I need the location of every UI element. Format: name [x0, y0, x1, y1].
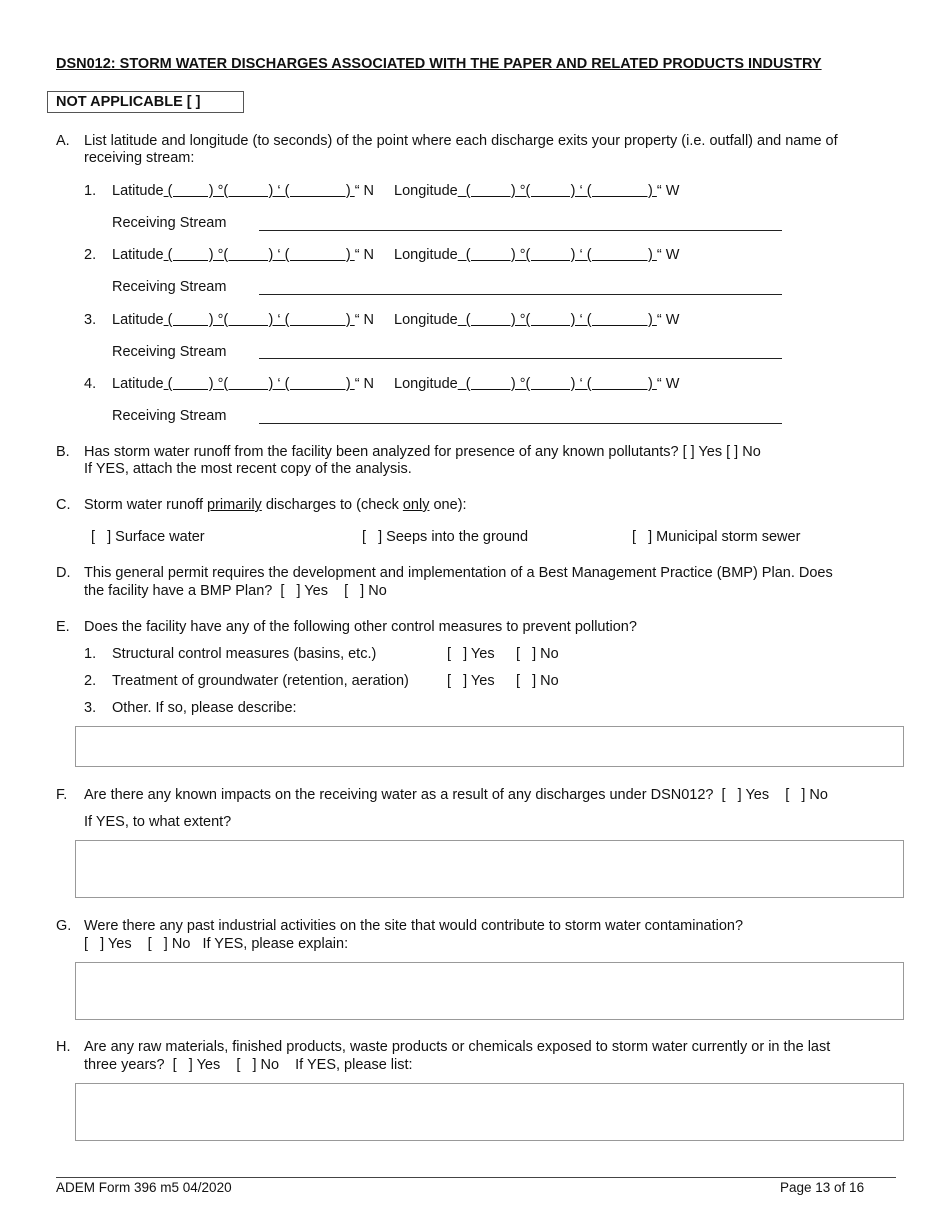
- groundwater-treatment-label: Treatment of groundwater (retention, aeration): [112, 673, 409, 689]
- longitude-field[interactable]: ( ) °( ) ‘ ( ): [457, 247, 657, 263]
- longitude-field[interactable]: ( ) °( ) ‘ ( ): [457, 376, 657, 392]
- west-label: “ W: [656, 183, 680, 199]
- section-b-line1: Has storm water runoff from the facility been analyzed for presence of any known pollutants? [ ] Yes [ ] No: [84, 444, 761, 460]
- receiving-stream-label: Receiving Stream: [112, 279, 227, 295]
- longitude-field[interactable]: ( ) °( ) ‘ ( ): [457, 312, 657, 328]
- latitude-label: Latitude: [112, 376, 164, 392]
- longitude-label: Longitude: [394, 376, 458, 392]
- outfall-number: 2.: [84, 247, 97, 263]
- section-g-line2: [ ] Yes [ ] No If YES, please explain:: [84, 936, 349, 952]
- other-control-label: Other. If so, please describe:: [112, 700, 297, 716]
- surface-water-checkbox[interactable]: [ ] Surface water: [91, 529, 205, 545]
- outfall-4-coords: [112, 376, 679, 392]
- outfall-number: 3.: [84, 312, 97, 328]
- footer-divider: [56, 1177, 896, 1178]
- section-g-letter: G.: [56, 918, 72, 934]
- section-b-line2: If YES, attach the most recent copy of the analysis.: [84, 461, 412, 477]
- structural-yes-checkbox[interactable]: [ ] Yes: [447, 646, 495, 662]
- impact-extent-box[interactable]: [75, 840, 904, 898]
- receiving-stream-label: Receiving Stream: [112, 215, 227, 231]
- west-label: “ W: [656, 247, 680, 263]
- receiving-stream-2-field[interactable]: [259, 294, 782, 295]
- section-d-line2: the facility have a BMP Plan? [ ] Yes [ ] No: [84, 583, 387, 599]
- latitude-label: Latitude: [112, 312, 164, 328]
- receiving-stream-label: Receiving Stream: [112, 344, 227, 360]
- groundwater-yes-checkbox[interactable]: [ ] Yes: [447, 673, 495, 689]
- latitude-field[interactable]: ( ) °( ) ‘ ( ): [163, 312, 355, 328]
- receiving-stream-label: Receiving Stream: [112, 408, 227, 424]
- section-h-letter: H.: [56, 1039, 71, 1055]
- section-e-letter: E.: [56, 619, 70, 635]
- longitude-label: Longitude: [394, 247, 458, 263]
- section-a-text: List latitude and longitude (to seconds) of the point where each discharge exits your property (i.e. outfall) and name of receiving stream:: [84, 133, 838, 166]
- section-g-line1: Were there any past industrial activities on the site that would contribute to storm water contamination?: [84, 918, 744, 934]
- latitude-field[interactable]: ( ) °( ) ‘ ( ): [163, 183, 355, 199]
- receiving-stream-1-field[interactable]: [259, 230, 782, 231]
- section-a-letter: A.: [56, 133, 70, 149]
- section-b-letter: B.: [56, 444, 70, 460]
- control-item-number: 1.: [84, 646, 97, 662]
- longitude-label: Longitude: [394, 312, 458, 328]
- page-number: Page 13 of 16: [780, 1180, 865, 1195]
- north-label: “ N: [354, 183, 375, 199]
- outfall-1-coords: [112, 183, 679, 199]
- receiving-stream-4-field[interactable]: [259, 423, 782, 424]
- north-label: “ N: [354, 376, 375, 392]
- receiving-stream-3-field[interactable]: [259, 358, 782, 359]
- longitude-field[interactable]: ( ) °( ) ‘ ( ): [457, 183, 657, 199]
- latitude-field[interactable]: ( ) °( ) ‘ ( ): [163, 376, 355, 392]
- section-h-line1: Are any raw materials, finished products, waste products or chemicals exposed to storm water currently or in the last: [84, 1039, 831, 1055]
- outfall-2-coords: [112, 247, 679, 263]
- section-f-letter: F.: [56, 787, 68, 803]
- outfall-3-coords: [112, 312, 679, 328]
- not-applicable-checkbox[interactable]: NOT APPLICABLE [ ]: [47, 91, 244, 113]
- control-item-number: 2.: [84, 673, 97, 689]
- section-f-line2: If YES, to what extent?: [84, 814, 232, 830]
- materials-list-box[interactable]: [75, 1083, 904, 1141]
- section-f-line1: Are there any known impacts on the receiving water as a result of any discharges under DSN012? [ ] Yes [ ] No: [84, 787, 828, 803]
- section-c-text: Storm water runoff primarily discharges to (check only one):: [84, 497, 467, 513]
- west-label: “ W: [656, 312, 680, 328]
- section-d-letter: D.: [56, 565, 71, 581]
- structural-control-label: Structural control measures (basins, etc.): [112, 646, 377, 662]
- section-c-letter: C.: [56, 497, 71, 513]
- section-d-line1: This general permit requires the development and implementation of a Best Management Practice (BMP) Plan. Does: [84, 565, 833, 581]
- latitude-label: Latitude: [112, 183, 164, 199]
- longitude-label: Longitude: [394, 183, 458, 199]
- control-item-number: 3.: [84, 700, 97, 716]
- page-title: DSN012: STORM WATER DISCHARGES ASSOCIATED WITH THE PAPER AND RELATED PRODUCTS INDUSTRY: [56, 56, 822, 72]
- outfall-number: 4.: [84, 376, 97, 392]
- past-activities-box[interactable]: [75, 962, 904, 1020]
- section-e-text: Does the facility have any of the following other control measures to prevent pollution?: [84, 619, 637, 635]
- section-h-line2: three years? [ ] Yes [ ] No If YES, please list:: [84, 1057, 413, 1073]
- north-label: “ N: [354, 312, 375, 328]
- seeps-ground-checkbox[interactable]: [ ] Seeps into the ground: [362, 529, 529, 545]
- north-label: “ N: [354, 247, 375, 263]
- latitude-label: Latitude: [112, 247, 164, 263]
- municipal-sewer-checkbox[interactable]: [ ] Municipal storm sewer: [632, 529, 801, 545]
- west-label: “ W: [656, 376, 680, 392]
- outfall-number: 1.: [84, 183, 97, 199]
- form-number: ADEM Form 396 m5 04/2020: [56, 1180, 232, 1195]
- groundwater-no-checkbox[interactable]: [ ] No: [516, 673, 559, 689]
- other-control-description-box[interactable]: [75, 726, 904, 767]
- latitude-field[interactable]: ( ) °( ) ‘ ( ): [163, 247, 355, 263]
- structural-no-checkbox[interactable]: [ ] No: [516, 646, 559, 662]
